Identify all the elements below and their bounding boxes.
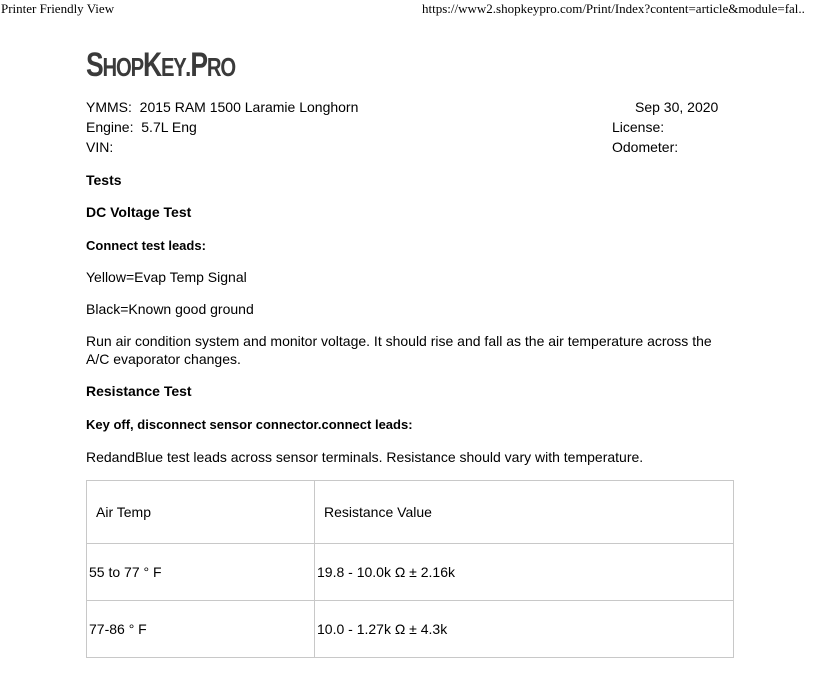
table-cell: 19.8 - 10.0k Ω ± 2.16k: [315, 544, 734, 601]
shopkeypro-logo: SHOPKEY PRO: [86, 46, 235, 84]
dc-instructions: Run air condition system and monitor voltage. It should rise and fall as the air temperature across the A/C evaporator changes.: [86, 333, 712, 367]
table-row: [87, 601, 734, 658]
odometer-label: Odometer:: [612, 139, 679, 155]
dc-black-lead: Black=Known good ground: [86, 301, 254, 317]
engine-label: Engine:: [86, 119, 134, 135]
header-air-temp: Air Temp: [87, 481, 315, 544]
header-resistance-value: Resistance Value: [315, 481, 734, 544]
vin-row: [86, 137, 358, 157]
resistance-instructions: RedandBlue test leads across sensor terminals. Resistance should vary with temperature.: [86, 449, 644, 465]
engine-row: [86, 117, 358, 137]
dc-connect-leads: Connect test leads:: [86, 238, 206, 253]
ymms-label: YMMS:: [86, 99, 132, 115]
license-label: License:: [612, 119, 665, 135]
table-header-row: [87, 481, 734, 544]
table-cell: 77-86 ° F: [87, 601, 315, 658]
print-header: [0, 0, 814, 18]
ymms-value: 2015 RAM 1500 Laramie Longhorn: [139, 99, 359, 115]
vin-label: VIN:: [86, 139, 114, 155]
engine-value: 5.7L Eng: [141, 119, 197, 135]
table-row: [87, 544, 734, 601]
resistance-table: [86, 480, 734, 658]
table-cell: 55 to 77 ° F: [87, 544, 315, 601]
tests-heading: Tests: [86, 172, 122, 188]
report-date: Sep 30, 2020: [635, 99, 719, 115]
logo-dot: [186, 72, 189, 76]
dc-voltage-heading: DC Voltage Test: [86, 204, 192, 220]
print-url: https://www2.shopkeypro.com/Print/Index?content=article&module=fal..: [422, 1, 805, 16]
table-cell: 10.0 - 1.27k Ω ± 4.3k: [315, 601, 734, 658]
resistance-heading: Resistance Test: [86, 383, 192, 399]
resistance-key-off: Key off, disconnect sensor connector.connect leads:: [86, 417, 413, 432]
ymms-row: [86, 97, 358, 117]
printer-friendly-label: Printer Friendly View: [1, 1, 115, 16]
dc-yellow-lead: Yellow=Evap Temp Signal: [86, 269, 247, 285]
